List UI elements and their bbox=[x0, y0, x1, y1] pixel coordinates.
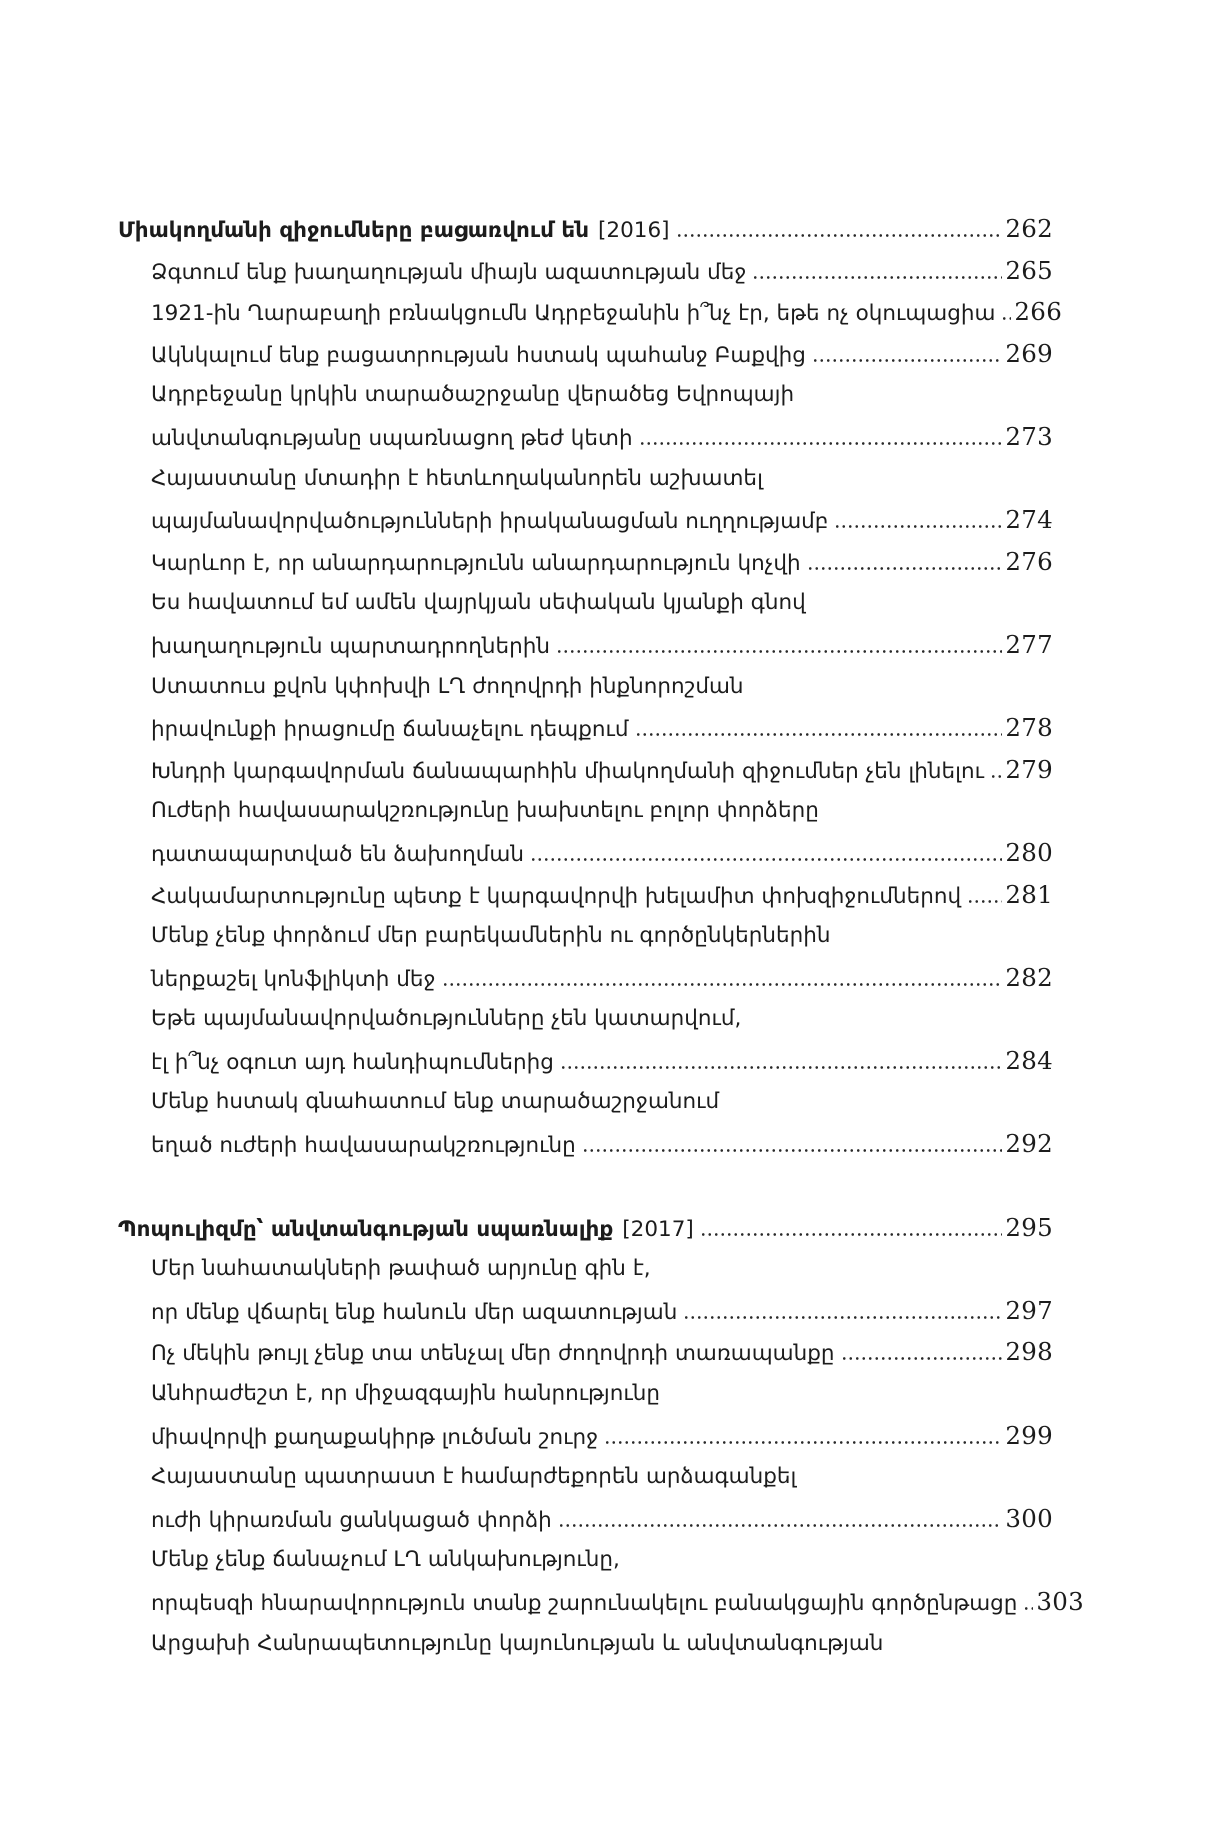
toc-row bbox=[118, 1498, 1053, 1540]
page-number: 276 bbox=[1005, 546, 1053, 576]
dot-leader-icon bbox=[700, 1233, 1003, 1236]
toc-row bbox=[118, 1040, 1053, 1082]
page-number: 262 bbox=[1005, 214, 1053, 243]
dot-leader-icon bbox=[1023, 1607, 1033, 1610]
toc-row bbox=[118, 1373, 1053, 1415]
toc-entry-text: էլ ի՞նչ օգուտ այդ հանդիպումներից bbox=[151, 1049, 554, 1075]
toc-entry-text: Ակնկալում ենք բացատրության հստակ պահանջ Բաքվից bbox=[151, 342, 806, 368]
toc-row bbox=[118, 333, 1053, 375]
toc-entry-text: որպեսզի հնարավորություն տանք շարունակելու բանակցային գործընթացը bbox=[151, 1591, 1018, 1616]
page-number: 278 bbox=[1005, 713, 1053, 743]
dot-leader-icon bbox=[604, 1441, 1002, 1444]
dot-leader-icon bbox=[560, 1066, 1003, 1069]
toc-entry-text: Պոպուլիզմը՝ անվտանգության սպառնալիք bbox=[118, 1216, 614, 1242]
dot-leader-icon bbox=[635, 733, 1003, 736]
page-number: 297 bbox=[1005, 1295, 1053, 1325]
toc-entry-text: պայմանավորվածությունների իրականացման ուղղությամբ bbox=[151, 509, 829, 535]
toc-row bbox=[118, 1415, 1053, 1457]
toc-row bbox=[118, 707, 1053, 749]
toc-row bbox=[118, 874, 1053, 916]
toc-entry-text: Հայաստանը պատրաստ է համարժեքորեն արձագանքել bbox=[151, 1464, 797, 1490]
toc-entry-text: Մենք չենք փորձում մեր բարեկամներին ու գործընկերներին bbox=[151, 923, 831, 949]
page-number: 299 bbox=[1005, 1420, 1053, 1450]
toc-row bbox=[118, 998, 1053, 1040]
page-number: 266 bbox=[1014, 297, 1063, 327]
page-number: 300 bbox=[1005, 1503, 1053, 1533]
toc-row bbox=[118, 250, 1053, 292]
page-number: 295 bbox=[1005, 1212, 1053, 1242]
toc-entry-text: Ես հավատում եմ ամեն վայրկյան սեփական կյանքի գնով bbox=[151, 590, 806, 616]
dot-leader-icon bbox=[442, 983, 1003, 986]
toc-row bbox=[118, 1290, 1053, 1332]
page-number: 284 bbox=[1005, 1045, 1053, 1075]
page-number: 303 bbox=[1036, 1587, 1085, 1616]
dot-leader-icon bbox=[558, 1524, 1003, 1527]
toc-row bbox=[118, 541, 1053, 583]
page-number: 282 bbox=[1005, 962, 1053, 992]
toc-entry-text: ուժի կիրառման ցանկացած փորձի bbox=[151, 1507, 552, 1533]
dot-leader-icon bbox=[530, 858, 1002, 861]
toc-entry-text: 1921-ին Ղարաբաղի բռնակցումն Ադրբեջանին ի՞նչ էր, եթե ոչ օկուպացիա bbox=[151, 301, 996, 327]
toc-row bbox=[118, 1248, 1053, 1290]
toc-entry-text: որ մենք վճարել ենք հանուն մեր ազատության bbox=[151, 1299, 678, 1325]
toc-entry-text: Ադրբեջանը կրկին տարածաշրջանը վերածեց Եվրոպայի bbox=[151, 382, 795, 408]
page-number: 292 bbox=[1005, 1129, 1053, 1159]
toc-entry-text: Ձգտում ենք խաղաղության միայն ազատության մեջ bbox=[151, 259, 747, 285]
toc-entry-text: Արցախի Հանրապետությունը կայունության և անվտանգության bbox=[151, 1630, 884, 1656]
page-number: 298 bbox=[1005, 1337, 1053, 1367]
dot-leader-icon bbox=[967, 900, 1002, 903]
dot-leader-icon bbox=[683, 1316, 1002, 1319]
dot-leader-icon bbox=[841, 1357, 1003, 1360]
dot-leader-icon bbox=[990, 775, 1002, 778]
toc-entry-text: Մենք հստակ գնահատում ենք տարածաշրջանում bbox=[151, 1089, 720, 1115]
toc-entry-text: Կարևոր է, որ անարդարությունն անարդարություն կոչվի bbox=[151, 550, 801, 576]
dot-leader-icon bbox=[676, 234, 1003, 237]
toc-row bbox=[118, 790, 1053, 832]
toc-entry-text: Անհրաժեշտ է, որ միջազգային հանրությունը bbox=[151, 1381, 660, 1407]
toc-row bbox=[118, 957, 1053, 999]
page-number: 274 bbox=[1005, 505, 1053, 535]
toc-row bbox=[118, 499, 1053, 541]
toc-entry-text: դատապարտված են ձախողման bbox=[151, 841, 524, 867]
toc-row bbox=[118, 1331, 1053, 1373]
toc-entry-text: Ուժերի հավասարակշռությունը խախտելու բոլոր փորձերը bbox=[151, 798, 819, 824]
toc-row bbox=[118, 1081, 1053, 1123]
page-number: 265 bbox=[1005, 255, 1053, 285]
toc-row bbox=[118, 915, 1053, 957]
toc-row bbox=[118, 624, 1053, 666]
toc-row bbox=[118, 1456, 1053, 1498]
toc-entry-year: [2016] bbox=[598, 218, 670, 243]
toc-row bbox=[118, 208, 1053, 250]
toc-row bbox=[118, 1123, 1053, 1165]
toc-entry-text: ներքաշել կոնֆլիկտի մեջ bbox=[151, 966, 436, 992]
dot-leader-icon bbox=[1001, 317, 1011, 320]
page-number: 269 bbox=[1005, 338, 1053, 368]
toc-entry-text: եղած ուժերի հավասարակշռությունը bbox=[151, 1133, 576, 1159]
toc-row bbox=[118, 1207, 1053, 1249]
toc-row bbox=[118, 416, 1053, 458]
toc-entry-text: Հայաստանը մտադիր է հետևողականորեն աշխատել bbox=[151, 465, 763, 491]
dot-leader-icon bbox=[812, 359, 1002, 362]
toc-entry-text: Եթե պայմանավորվածությունները չեն կատարվում, bbox=[151, 1006, 742, 1032]
page-number: 277 bbox=[1005, 629, 1053, 659]
toc-row bbox=[118, 582, 1053, 624]
dot-leader-icon bbox=[752, 276, 1002, 279]
toc-entry-text: անվտանգությանը սպառնացող թեժ կետի bbox=[151, 425, 633, 451]
toc-row bbox=[118, 1581, 1085, 1623]
toc-entry-text: միավորվի քաղաքակիրթ լուծման շուրջ bbox=[151, 1424, 599, 1450]
toc-row bbox=[118, 374, 1053, 416]
page-number: 273 bbox=[1005, 421, 1053, 451]
toc-row bbox=[118, 832, 1053, 874]
toc-entry-text: Մենք չենք ճանաչում ԼՂ անկախությունը, bbox=[151, 1547, 620, 1573]
page-number: 280 bbox=[1005, 837, 1053, 867]
toc-entry-text: խաղաղություն պարտադրողներին bbox=[151, 633, 551, 659]
toc-entry-text: Հակամարտությունը պետք է կարգավորվի խելամիտ փոխզիջումներով bbox=[151, 883, 962, 909]
toc-entry-text: Միակողմանի զիջումները բացառվում են bbox=[118, 218, 590, 243]
toc-row bbox=[118, 1539, 1053, 1581]
page-number: 281 bbox=[1005, 879, 1053, 909]
toc-entry-year: [2017] bbox=[622, 1216, 694, 1242]
toc-row bbox=[118, 666, 1053, 708]
toc-entry-text: Ստատուս քվոն կփոխվի ԼՂ ժողովրդի ինքնորոշման bbox=[151, 673, 744, 699]
toc-entry-text: Ոչ մեկին թույլ չենք տա տենչալ մեր ժողովրդի տառապանքը bbox=[151, 1341, 835, 1367]
toc-entry-text: իրավունքի իրացումը ճանաչելու դեպքում bbox=[151, 717, 629, 743]
toc-row bbox=[118, 1623, 1053, 1665]
dot-leader-icon bbox=[834, 525, 1002, 528]
dot-leader-icon bbox=[556, 650, 1002, 653]
toc-entry-text: Մեր նահատակների թափած արյունը գին է, bbox=[151, 1256, 651, 1282]
page-number: 279 bbox=[1005, 754, 1053, 784]
toc-row bbox=[118, 291, 1063, 333]
dot-leader-icon bbox=[582, 1149, 1003, 1152]
toc-row bbox=[118, 458, 1053, 500]
toc bbox=[118, 208, 1085, 1664]
dot-leader-icon bbox=[639, 442, 1003, 445]
toc-row bbox=[118, 749, 1053, 791]
dot-leader-icon bbox=[807, 567, 1003, 570]
toc-entry-text: Խնդրի կարգավորման ճանապարհին միակողմանի զիջումներ չեն լինելու bbox=[151, 758, 984, 784]
